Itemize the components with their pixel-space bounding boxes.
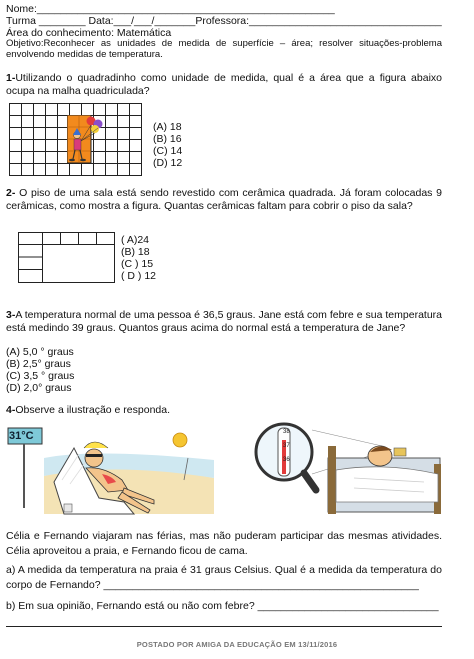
name-line[interactable]: Nome:___________________________________________________ — [6, 3, 335, 15]
q1-option-d[interactable]: (D) 12 — [153, 157, 183, 169]
question-3 — [6, 309, 442, 335]
q2-option-c[interactable]: (C ) 15 — [121, 258, 154, 270]
thermo-tick-36: 36 — [283, 457, 290, 463]
q3-option-d[interactable]: (D) 2,0° graus — [6, 382, 72, 394]
magnifier-handle — [304, 473, 316, 490]
blanket — [336, 467, 438, 502]
thermo-tick-38: 38 — [283, 429, 290, 435]
question-2-text: O piso de uma sala está sendo revestido com cerâmica quadrada. Já foram colocadas 9 cerâmicas, como mostra a figura. Quantas cerâmicas faltam para cobrir o piso da sala? — [6, 187, 442, 212]
q1-option-c[interactable]: (C) 14 — [153, 145, 183, 157]
q2-option-d[interactable]: ( D ) 12 — [121, 270, 157, 282]
question-2 — [6, 187, 442, 213]
class-date-teacher-line[interactable]: Turma ________ Data:___/___/_______Professora:_________________________________ — [6, 15, 442, 27]
question-1-text: Utilizando o quadradinho como unidade de medida, qual é a área que a figura abaixo ocupa na malha quadriculada? — [6, 72, 442, 97]
question-1 — [6, 72, 442, 98]
q1-option-a[interactable]: (A) 18 — [153, 121, 182, 133]
knowledge-area: Área do conhecimento: Matemática — [6, 27, 172, 39]
celia-head — [85, 449, 103, 467]
sun — [173, 433, 187, 447]
q3-option-b[interactable]: (B) 2,5° graus — [6, 358, 71, 370]
q2-option-a[interactable]: ( A)24 — [121, 234, 150, 246]
thermo-tick-37: 37 — [283, 443, 290, 449]
sick-bed-illustration — [254, 408, 444, 520]
question-3-number: 3- — [6, 309, 16, 321]
bed-headboard — [328, 446, 336, 514]
question-4-number: 4- — [6, 404, 16, 416]
ice-pack — [394, 448, 406, 456]
q3-option-c[interactable]: (C) 3,5 ° graus — [6, 370, 75, 382]
beach-sign-text: 31°C — [9, 430, 34, 442]
q3-option-a[interactable]: (A) 5,0 ° graus — [6, 346, 74, 358]
question-4-text: Observe a ilustração e responda. — [15, 404, 171, 416]
bucket — [64, 504, 72, 512]
question-1-number: 1- — [6, 72, 16, 84]
floor-figure — [18, 232, 116, 284]
answer-line — [6, 626, 442, 627]
question-4b[interactable]: b) Em sua opinião, Fernando está ou não com febre? _______________________________ — [6, 600, 439, 612]
question-3-text: A temperatura normal de uma pessoa é 36,5 graus. Jane está com febre e sua temperatura está medindo 39 graus. Quantos graus acima do normal está a temperatura de Jane? — [6, 309, 442, 334]
clown-figure — [67, 115, 107, 175]
question-4a[interactable]: a) A medida da temperatura na praia é 31 graus Celsius. Qual é a medida da temperatura do corpo de Fernando? ______________________________________________________ — [6, 564, 442, 591]
question-4-story: Célia e Fernando viajaram nas férias, mas não puderam participar das mesmas atividades. Célia aproveitou a praia, e Fernando ficou de cama. — [6, 530, 442, 557]
beach-illustration — [4, 418, 218, 518]
balloon-yellow — [91, 125, 99, 133]
q1-option-b[interactable]: (B) 16 — [153, 133, 182, 145]
question-2-number: 2- — [6, 187, 16, 199]
sunglasses — [86, 454, 102, 457]
question-4 — [6, 404, 170, 416]
q2-option-b[interactable]: (B) 18 — [121, 246, 150, 258]
objective: Objetivo:Reconhecer as unidades de medida de superfície – área; resolver situações-problema envolvendo medidas de temperatura. — [6, 38, 442, 60]
footer: POSTADO POR AMIGA DA EDUCAÇÃO EM 13/11/2016 — [136, 640, 338, 649]
